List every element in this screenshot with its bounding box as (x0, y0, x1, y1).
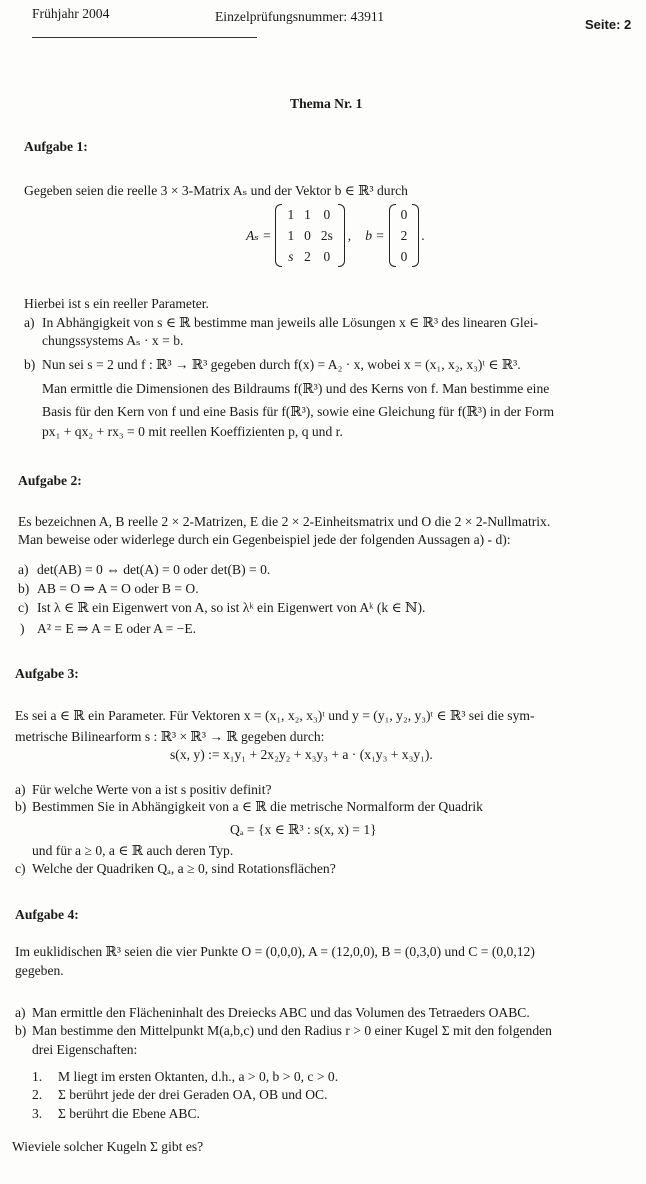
aufgabe-1-intro: Gegeben seien die reelle 3 × 3-Matrix Aₛ und der Vektor b ∈ ℝ³ durch (24, 183, 408, 198)
part-a-text: Für welche Werte von a ist s positiv definit? (32, 782, 272, 797)
matrix-A-label: Aₛ = (246, 227, 272, 243)
matrix-equation: Aₛ = 1 1 0 1 0 2s s 2 0 , b = 0 2 0 . (246, 204, 425, 267)
property-1-text: M liegt im ersten Oktanten, d.h., a > 0, b > 0, c > 0. (58, 1069, 339, 1084)
part-a-marker: a) (18, 562, 29, 577)
header-rule (32, 37, 257, 38)
part-c-marker: c) (15, 861, 26, 876)
part-b-text-cont: drei Eigenschaften: (32, 1042, 138, 1057)
aufgabe-3-line-1: Es sei a ∈ ℝ ein Parameter. Für Vektoren x = (x₁, x₂, x₃)ᵗ und y = (y₁, y₂, y₃)ᵗ ∈ ℝ³ sei die sym- (15, 708, 535, 723)
property-2-text: Σ berührt jede der drei Geraden OA, OB und OC. (58, 1087, 328, 1102)
header-page-number: Seite: 2 (585, 17, 632, 32)
thema-title: Thema Nr. 1 (290, 96, 363, 111)
part-c-text: Welche der Quadriken Qₐ, a ≥ 0, sind Rotationsflächen? (32, 861, 336, 876)
part-b-text: Bestimmen Sie in Abhängigkeit von a ∈ ℝ die metrische Normalform der Quadrik (32, 799, 483, 814)
vector-b (389, 204, 420, 267)
part-a-text-cont: chungssystems Aₛ · x = b. (42, 333, 184, 348)
part-a-text: Man ermittle den Flächeninhalt des Dreiecks ABC und das Volumen des Tetraeders OABC. (32, 1005, 530, 1020)
aufgabe-4-line-2: gegeben. (15, 963, 64, 978)
parameter-note: Hierbei ist s ein reeller Parameter. (24, 296, 209, 311)
part-c-marker: c) (18, 600, 29, 615)
part-b-text-2: Man ermittle die Dimensionen des Bildraums f(ℝ³) und des Kerns von f. Man bestimme eine (42, 381, 550, 396)
property-2-marker: 2. (32, 1087, 43, 1102)
statement-a: det(AB) = 0 ⇔ det(A) = 0 oder det(B) = 0. (37, 562, 271, 577)
matrix-cell: 1 (304, 207, 311, 222)
statement-b: AB = O ⇒ A = O oder B = O. (37, 581, 199, 596)
vector-b-label: b = (365, 227, 385, 243)
aufgabe-3-line-2: metrische Bilinearform s : ℝ³ × ℝ³ → ℝ gegeben durch: (15, 729, 325, 744)
aufgabe-2-line-2: Man beweise oder widerlege durch ein Gegenbeispiel jede der folgenden Aussagen a) - d): (18, 532, 511, 547)
part-b-text: Man bestimme den Mittelpunkt M(a,b,c) und den Radius r > 0 einer Kugel Σ mit den folgenden (32, 1023, 552, 1038)
part-a-marker: a) (24, 315, 35, 330)
part-b-text: Nun sei s = 2 und f : ℝ³ → ℝ³ gegeben durch f(x) = A₂ · x, wobei x = (x₁, x₂, x₃)ᵗ ∈ ℝ³. (42, 357, 521, 372)
matrix-A (275, 204, 344, 267)
matrix-cell: s (288, 249, 294, 264)
matrix-cell: 2s (320, 228, 333, 243)
aufgabe-2-title: Aufgabe 2: (18, 473, 82, 488)
aufgabe-4-line-1: Im euklidischen ℝ³ seien die vier Punkte O = (0,0,0), A = (12,0,0), B = (0,3,0) und C = (0,0,12) (15, 944, 535, 959)
aufgabe-1-title: Aufgabe 1: (24, 139, 88, 154)
header-exam-number: Einzelprüfungsnummer: 43911 (215, 9, 385, 24)
vector-cell: 0 (400, 207, 408, 222)
part-b-text-4: px₁ + qx₂ + rx₃ = 0 mit reellen Koeffizienten p, q und r. (42, 424, 343, 439)
aufgabe-3-title: Aufgabe 3: (15, 666, 79, 681)
matrix-cell: 0 (323, 249, 331, 264)
quadric-definition: Qₐ = {x ∈ ℝ³ : s(x, x) = 1} (230, 822, 377, 837)
part-b-marker: b) (15, 799, 27, 814)
vector-cell: 0 (400, 249, 408, 264)
header-semester: Frühjahr 2004 (32, 6, 110, 21)
aufgabe-4-title: Aufgabe 4: (15, 907, 79, 922)
final-question: Wieviele solcher Kugeln Σ gibt es? (12, 1139, 204, 1154)
part-b-text-cont: und für a ≥ 0, a ∈ ℝ auch deren Typ. (32, 843, 234, 858)
part-a-marker: a) (15, 1005, 26, 1020)
vector-cell: 2 (400, 228, 408, 243)
matrix-cell: 0 (304, 228, 311, 243)
matrix-cell: 2 (304, 249, 311, 264)
matrix-cell: 0 (323, 207, 331, 222)
part-b-marker: b) (18, 581, 30, 596)
statement-c: Ist λ ∈ ℝ ein Eigenwert von A, so ist λᵏ ein Eigenwert von Aᵏ (k ∈ ℕ). (37, 600, 426, 615)
part-b-marker: b) (15, 1023, 27, 1038)
property-3-marker: 3. (32, 1106, 43, 1121)
part-b-text-3: Basis für den Kern von f und eine Basis für f(ℝ³), sowie eine Gleichung für f(ℝ³) in der Form (42, 404, 555, 419)
matrix-cell: 1 (287, 228, 295, 243)
property-3-text: Σ berührt die Ebene ABC. (58, 1106, 200, 1121)
bilinear-form-formula: s(x, y) := x₁y₁ + 2x₂y₂ + x₃y₃ + a · (x₁y₃ + x₃y₁). (170, 747, 433, 762)
part-a-text: In Abhängigkeit von s ∈ ℝ bestimme man jeweils alle Lösungen x ∈ ℝ³ des linearen Glei- (42, 315, 539, 330)
aufgabe-2-line-1: Es bezeichnen A, B reelle 2 × 2-Matrizen, E die 2 × 2-Einheitsmatrix und O die 2 × 2-Nullmatrix. (18, 514, 551, 529)
part-d-marker: ) (20, 621, 25, 636)
part-b-marker: b) (24, 357, 36, 372)
part-a-marker: a) (15, 782, 26, 797)
matrix-cell: 1 (287, 207, 295, 222)
property-1-marker: 1. (32, 1069, 43, 1084)
statement-d: A² = E ⇒ A = E oder A = −E. (37, 621, 197, 636)
